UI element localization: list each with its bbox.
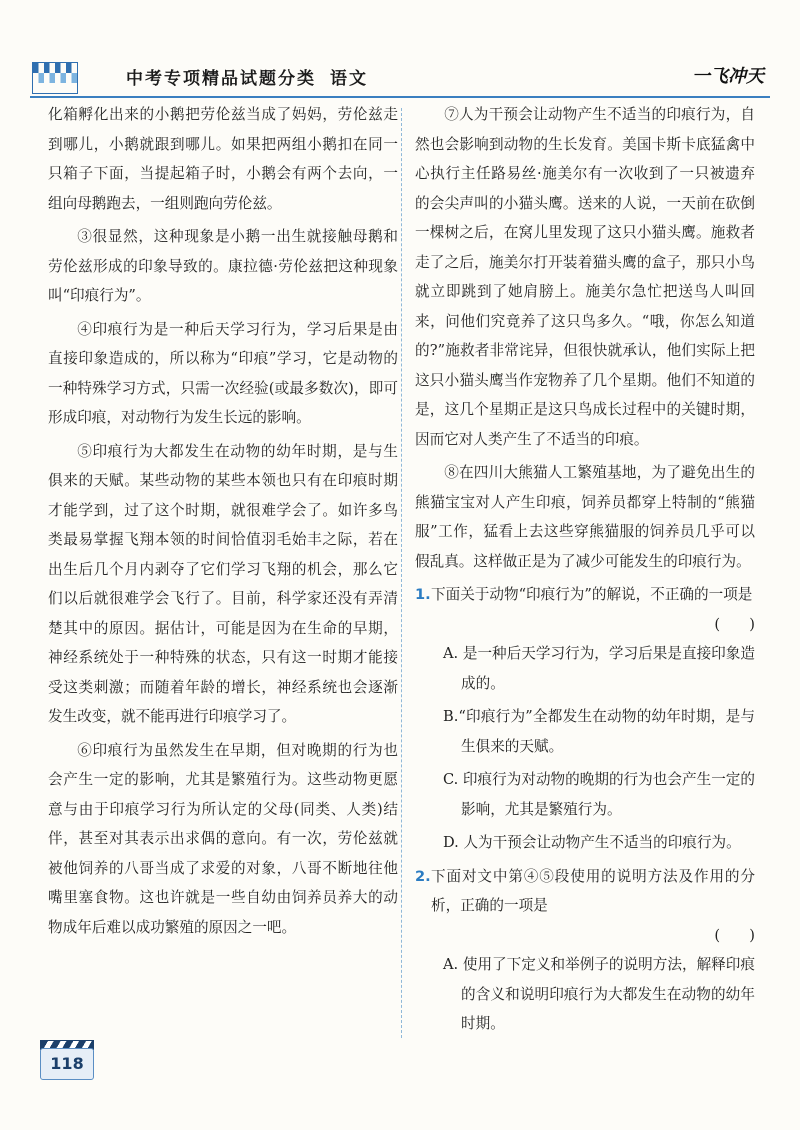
paragraph-6: ⑥印痕行为虽然发生在早期，但对晚期的行为也会产生一定的影响，尤其是繁殖行为。这些动物更愿意与由于印痕学习行为所认定的父母(同类、人类)结伴，甚至对其表示出求偶的意向。有一次，劳伦兹就被他饲养的八哥当成了求爱的对象，八哥不断地往他嘴里塞食物。这也许就是一些自幼由饲养员养大的动物成年后难以成功繁殖的原因之一吧。 — [48, 741, 398, 936]
page-header — [30, 56, 770, 98]
column-divider — [401, 108, 402, 1038]
question-number: 1. — [415, 586, 431, 603]
page-number: 118 — [40, 1048, 94, 1080]
brand-logo: 一飞冲天 — [692, 66, 764, 87]
answer-bracket: ( ) — [714, 615, 755, 633]
book-title: 中考专项精品试题分类 — [126, 69, 316, 89]
question-stem: 下面对文中第④⑤段使用的说明方法及作用的分析，正确的一项是 — [431, 867, 755, 914]
option-b: B.“印痕行为”全都发生在动物的幼年时期，是与生俱来的天赋。 — [443, 708, 755, 755]
paragraph-continuation: 化箱孵化出来的小鹅把劳伦兹当成了妈妈，劳伦兹走到哪儿，小鹅就跟到哪儿。如果把两组小鹅扣在同一只箱子下面，当提起箱子时，小鹅会有两个去向，一组向母鹅跑去，一组则跑向劳伦兹。 — [48, 106, 398, 212]
option-d: D. 人为干预会让动物产生不适当的印痕行为。 — [443, 834, 741, 851]
checkered-logo-icon — [32, 62, 78, 94]
question-2 — [415, 862, 755, 1039]
question-number: 2. — [415, 867, 431, 885]
option-a: A. 使用了下定义和举例子的说明方法，解释印痕的含义和说明印痕行为大都发生在动物的幼年时期。 — [443, 956, 755, 1032]
paragraph-5: ⑤印痕行为大都发生在动物的幼年时期，是与生俱来的天赋。某些动物的某些本领也只有在印痕时期才能学到，过了这个时期，就很难学会了。如许多鸟类最易掌握飞翔本领的时间恰值羽毛始丰之际，若在出生后几个月内剥夺了它们学习飞翔的机会，那么它们以后就很难学会飞行了。目前，科学家还没有弄清楚其中的原因。据估计，可能是因为在生命的早期，神经系统处于一种特殊的状态，只有这一时期才能接受这类刺激；而随着年龄的增长，神经系统也会逐渐发生改变，就不能再进行印痕学习了。 — [48, 442, 398, 725]
option-c: C. 印痕行为对动物的晚期的行为也会产生一定的影响，尤其是繁殖行为。 — [443, 771, 755, 818]
paragraph-4: ④印痕行为是一种后天学习行为，学习后果是由直接印象造成的，所以称为“印痕”学习，它是动物的一种特殊学习方式，只需一次经验(或最多数次)，即可形成印痕，对动物行为发生长远的影响。 — [48, 320, 398, 426]
question-1 — [415, 580, 755, 858]
right-column — [415, 100, 755, 1043]
paragraph-8: ⑧在四川大熊猫人工繁殖基地，为了避免出生的熊猫宝宝对人产生印痕，饲养员都穿上特制的“熊猫服”工作，猛看上去这些穿熊猫服的饲养员几乎可以假乱真。这样做正是为了减少可能发生的印痕行为。 — [415, 464, 755, 570]
subject-label: 语文 — [330, 69, 368, 89]
question-stem: 下面关于动物“印痕行为”的解说，不正确的一项是 — [431, 586, 753, 603]
paragraph-7: ⑦人为干预会让动物产生不适当的印痕行为，自然也会影响到动物的生长发育。美国卡斯卡底猛禽中心执行主任路易丝·施美尔有一次收到了一只被遗弃的会尖声叫的小猫头鹰。送来的人说，一天前在砍倒一棵树之后，在窝儿里发现了这只小猫头鹰。施救者走了之后，施美尔打开装着猫头鹰的盒子，那只小鸟就立即跳到了她肩膀上。施美尔急忙把送鸟人叫回来，问他们究竟养了这只鸟多久。“哦，你怎么知道的?”施救者非常诧异，但很快就承认，他们实际上把这只小猫头鹰当作宠物养了几个星期。他们不知道的是，这几个星期正是这只鸟成长过程中的关键时期，因而它对人类产生了不适当的印痕。 — [415, 106, 755, 448]
answer-bracket: ( ) — [714, 926, 755, 944]
paragraph-3: ③很显然，这种现象是小鹅一出生就接触母鹅和劳伦兹形成的印象导致的。康拉德·劳伦兹把这种现象叫“印痕行为”。 — [48, 228, 398, 304]
left-column — [48, 100, 398, 946]
option-a: A. 是一种后天学习行为，学习后果是直接印象造成的。 — [443, 645, 755, 692]
